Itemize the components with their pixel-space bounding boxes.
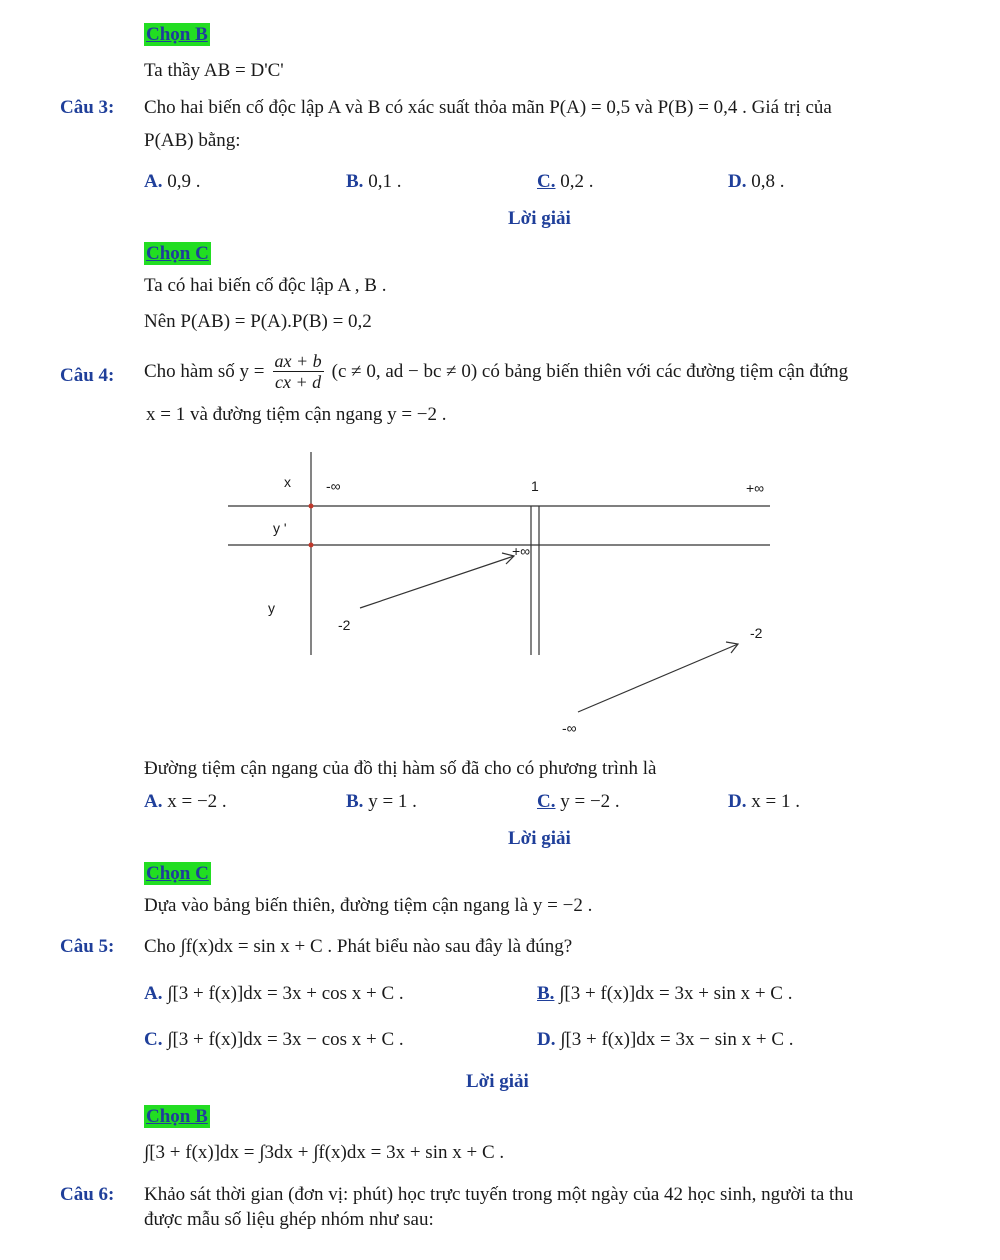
solution-title: Lời giải xyxy=(466,1071,529,1092)
option-letter: C. xyxy=(537,171,556,192)
question-label: Câu 6: xyxy=(60,1184,115,1205)
option-a xyxy=(144,984,404,1003)
option-text: ∫[3 + f(x)]dx = 3x + cos x + C . xyxy=(167,983,404,1004)
table-y-left: -2 xyxy=(338,617,351,633)
option-letter: D. xyxy=(728,791,747,812)
option-b xyxy=(346,792,417,811)
answer-tag: Chọn C xyxy=(146,863,209,884)
fraction-denominator: cx + d xyxy=(275,372,322,392)
option-text: 0,9 . xyxy=(167,171,201,192)
option-letter: A. xyxy=(144,171,163,192)
option-text: 0,8 . xyxy=(751,171,785,192)
solution-line: ∫[3 + f(x)]dx = ∫3dx + ∫f(x)dx = 3x + sin x + C . xyxy=(144,1142,505,1163)
solution-title: Lời giải xyxy=(508,828,571,849)
table-y-label: y xyxy=(268,600,275,616)
answer-tag: Chọn C xyxy=(146,243,209,264)
option-text: x = −2 . xyxy=(167,791,227,812)
option-text: ∫[3 + f(x)]dx = 3x − sin x + C . xyxy=(560,1029,794,1050)
question-text: Đường tiệm cận ngang của đồ thị hàm số đã cho có phương trình là xyxy=(144,758,657,779)
table-x-right: +∞ xyxy=(746,480,765,496)
option-letter: A. xyxy=(144,983,163,1004)
option-letter: B. xyxy=(537,983,555,1004)
solution-line: Ta thầy AB = D'C' xyxy=(144,60,284,81)
answer-tag: Chọn B xyxy=(146,1106,208,1127)
question-label: Câu 5: xyxy=(60,936,115,957)
option-letter: D. xyxy=(728,171,747,192)
option-b xyxy=(537,984,793,1003)
option-text: ∫[3 + f(x)]dx = 3x − cos x + C . xyxy=(167,1029,404,1050)
option-letter: D. xyxy=(537,1029,556,1050)
increase-arrow xyxy=(578,644,738,712)
fraction-numerator: ax + b xyxy=(274,351,322,371)
question-text: P(AB) bằng: xyxy=(144,130,241,151)
solution-line: Dựa vào bảng biến thiên, đường tiệm cận ngang là y = −2 . xyxy=(144,895,593,916)
question-text: được mẫu số liệu ghép nhóm như sau: xyxy=(144,1209,434,1230)
option-c xyxy=(144,1030,404,1049)
table-y-bottom: -∞ xyxy=(562,720,577,736)
table-x-mid: 1 xyxy=(531,478,539,494)
table-x-left: -∞ xyxy=(326,478,341,494)
option-letter: B. xyxy=(346,171,364,192)
question-text: Khảo sát thời gian (đơn vị: phút) học trực tuyến trong một ngày của 42 học sinh, người ta thu xyxy=(144,1184,854,1205)
solution-title: Lời giải xyxy=(508,208,571,229)
increase-arrow xyxy=(360,556,514,608)
solution-line: Ta có hai biến cố độc lập A , B . xyxy=(144,275,387,296)
question-label: Câu 3: xyxy=(60,97,115,118)
table-y-right: -2 xyxy=(750,625,763,641)
option-text: 0,1 . xyxy=(368,171,402,192)
arrow-head xyxy=(726,642,738,653)
table-x-label: x xyxy=(284,474,291,490)
question-text: Cho hai biến cố độc lập A và B có xác suất thỏa mãn P(A) = 0,5 và P(B) = 0,4 . Giá trị của xyxy=(144,97,832,118)
option-text: x = 1 . xyxy=(751,791,800,812)
answer-tag: Chọn B xyxy=(146,24,208,45)
option-text: 0,2 . xyxy=(560,171,594,192)
solution-line: Nên P(AB) = P(A).P(B) = 0,2 xyxy=(144,311,372,332)
option-a xyxy=(144,792,227,811)
option-d xyxy=(728,792,800,811)
question-text-pre: Cho hàm số y = xyxy=(144,361,265,382)
option-letter: A. xyxy=(144,791,163,812)
table-node xyxy=(309,504,314,509)
question-text: Cho ∫f(x)dx = sin x + C . Phát biểu nào sau đây là đúng? xyxy=(144,936,573,957)
option-c xyxy=(537,792,620,811)
table-yp-label: y ' xyxy=(273,520,287,536)
table-node xyxy=(309,543,314,548)
question-text-post: (c ≠ 0, ad − bc ≠ 0) có bảng biến thiên với các đường tiệm cận đứng xyxy=(331,361,849,382)
option-d xyxy=(537,1030,794,1049)
table-y-mid-top: +∞ xyxy=(512,543,531,559)
option-text: y = 1 . xyxy=(368,791,417,812)
question-label: Câu 4: xyxy=(60,365,115,386)
option-letter: C. xyxy=(144,1029,163,1050)
question-text: x = 1 và đường tiệm cận ngang y = −2 . xyxy=(146,404,447,425)
option-text: y = −2 . xyxy=(560,791,620,812)
option-letter: C. xyxy=(537,791,556,812)
option-text: ∫[3 + f(x)]dx = 3x + sin x + C . xyxy=(559,983,793,1004)
option-letter: B. xyxy=(346,791,364,812)
